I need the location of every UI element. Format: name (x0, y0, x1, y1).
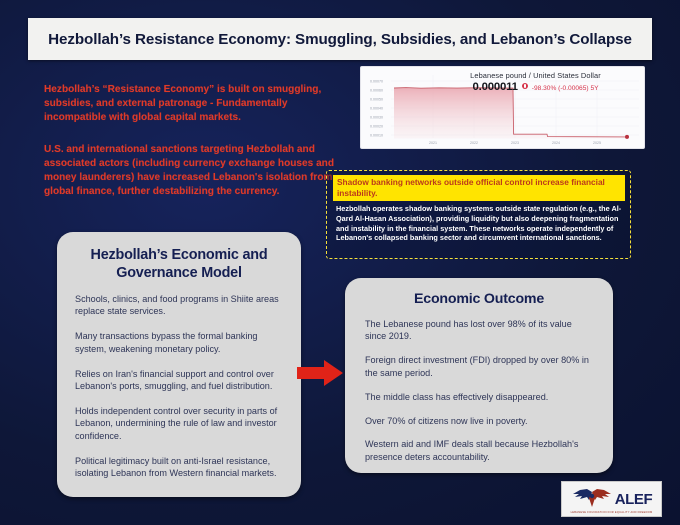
chart-quote-row (433, 81, 638, 93)
economic-governance-model-card (57, 232, 301, 497)
chart-change-percent: -98.30% (531, 85, 557, 92)
svg-text:0.00020: 0.00020 (370, 124, 383, 129)
right-arrow-icon (297, 358, 343, 388)
list-item: Holds independent control over security in parts of Lebanon, undermining the rule of law and investor confidence. (75, 405, 278, 441)
intro-text-block (44, 83, 344, 216)
card-left-title: Hezbollah’s Economic and Governance Model (90, 247, 268, 281)
svg-text:2022: 2022 (470, 141, 478, 145)
svg-text:2025: 2025 (593, 141, 601, 145)
logo-lockup (571, 488, 653, 510)
down-arrow-badge-icon (522, 83, 528, 89)
card-right-list (365, 318, 593, 463)
svg-text:0.00040: 0.00040 (370, 106, 383, 111)
list-item: Political legitimacy built on anti-Israel resistance, isolating Lebanon from Western financial markets. (75, 455, 277, 479)
chart-area-fill (394, 88, 627, 139)
list-item: Schools, clinics, and food programs in Shiite areas replace state services. (75, 294, 279, 317)
list-item: Western aid and IMF deals stall because Hezbollah's presence deters accountability. (365, 439, 579, 462)
eagle-icon (571, 488, 613, 510)
shadow-banking-body: Hezbollah operates shadow banking systems outside state regulation (e.g., the Al-Qard Al-Hasan Association), providing liquidity but also deepening fragmentation and instability in the financial system. These networks operate independently of Lebanon's collapsed banking sector and circumvent international sanctions. (336, 204, 622, 243)
shadow-banking-heading: Shadow banking networks outside official control increase financial instability. (333, 175, 625, 201)
list-item: Relies on Iran's financial support and control over Lebanon's ports, smuggling, and fuel distribution. (75, 368, 274, 392)
svg-text:0.00050: 0.00050 (370, 97, 383, 102)
svg-text:2024: 2024 (552, 141, 560, 145)
logo-tagline: LEBANESE FOUNDATION FOR EQUALITY AND FREEDOM (570, 511, 653, 514)
shadow-banking-callout (326, 170, 631, 259)
list-item: Foreign direct investment (FDI) dropped by over 80% in the same period. (365, 355, 589, 378)
chart-price-value: 0.000011 (472, 81, 518, 93)
svg-text:2023: 2023 (511, 141, 519, 145)
logo-wordmark: ALEF (614, 490, 653, 508)
svg-text:0.00060: 0.00060 (370, 88, 383, 93)
svg-text:0.00010: 0.00010 (370, 133, 383, 138)
chart-pair-label: Lebanese pound / United States Dollar (470, 71, 601, 80)
intro-paragraph-2: U.S. and international sanctions targeting Hezbollah and associated actors (including currency exchange houses and money launderers) have increased Lebanon's isolation from global finance, further destabilizing the currency. (44, 143, 335, 198)
card-right-title: Economic Outcome (413, 291, 545, 307)
intro-paragraph-1: Hezbollah’s “Resistance Economy” is built on smuggling, subsidies, and external patronage - Fundamentally incompatible with global capital markets. (44, 84, 322, 124)
svg-text:0.00070: 0.00070 (370, 79, 383, 84)
svg-text:0.00030: 0.00030 (370, 115, 383, 120)
card-left-list (75, 293, 283, 479)
alef-logo[interactable] (561, 481, 662, 517)
list-item: The Lebanese pound has lost over 98% of its value since 2019. (365, 319, 572, 342)
list-item: The middle class has effectively disappeared. (365, 391, 549, 402)
list-item: Many transactions bypass the formal banking system, weakening monetary policy. (75, 331, 258, 354)
chart-change-absolute: (-0.00065) (558, 85, 589, 92)
svg-text:2021: 2021 (429, 141, 437, 145)
chart-change-value (532, 85, 599, 92)
page-title-bar (28, 18, 652, 60)
currency-chart-widget[interactable] (360, 66, 645, 149)
economic-outcome-card (345, 278, 613, 473)
list-item: Over 70% of citizens now live in poverty. (365, 415, 528, 426)
chart-header (433, 71, 638, 93)
page-title: Hezbollah’s Resistance Economy: Smuggling, Subsidies, and Lebanon’s Collapse (48, 30, 632, 48)
chart-range-label: 5Y (590, 85, 599, 92)
chart-endpoint-marker (625, 135, 629, 139)
